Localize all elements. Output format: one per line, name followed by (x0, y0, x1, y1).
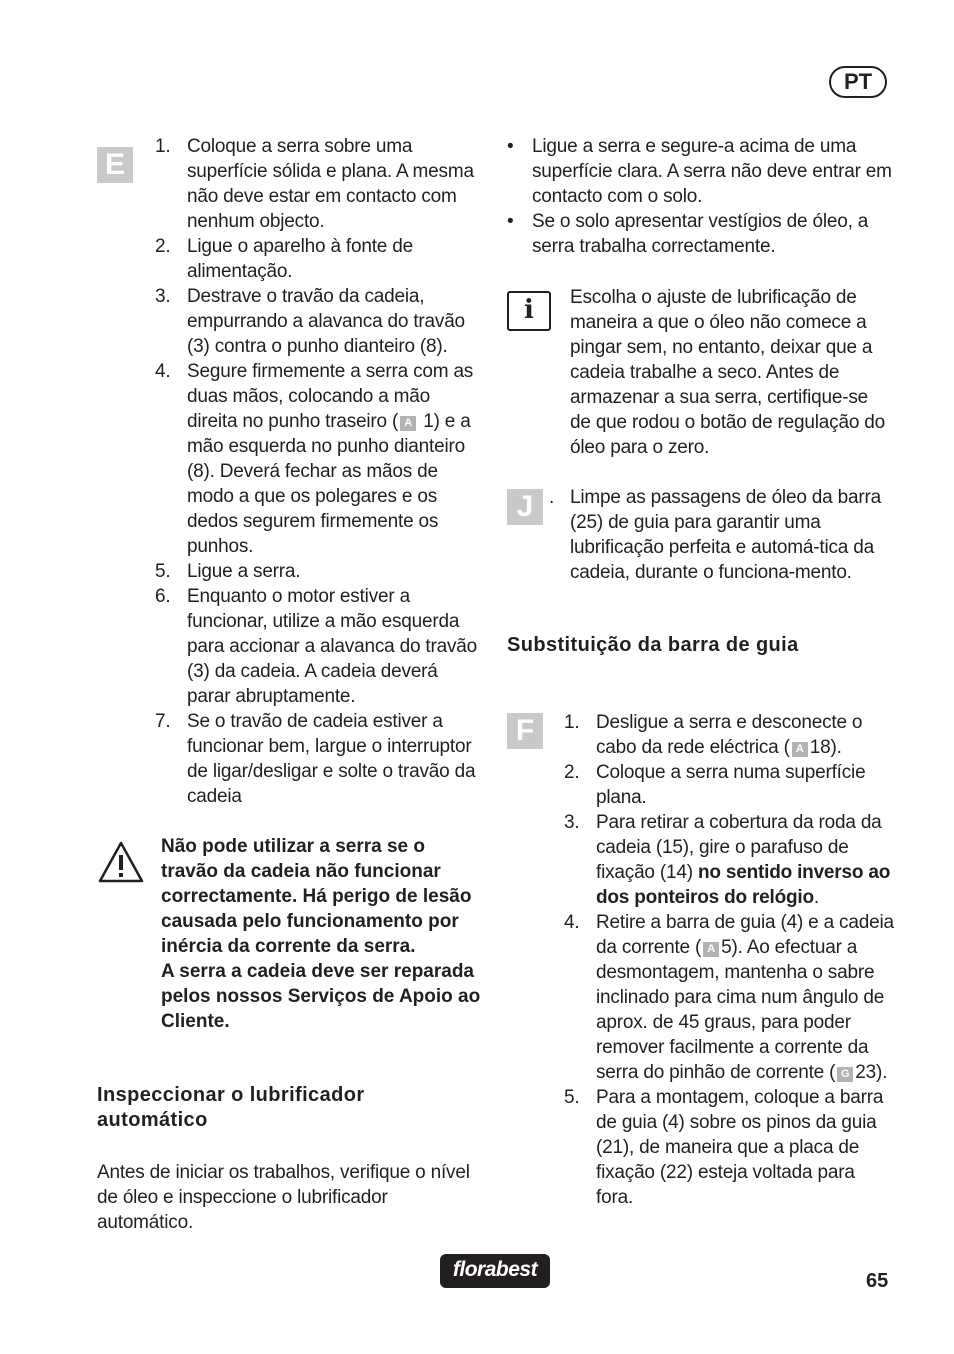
florabest-logo: florabest (440, 1254, 550, 1288)
step-number: 4. (155, 361, 171, 382)
list-item (564, 1085, 894, 1210)
list-item (155, 284, 485, 359)
step-text-part: 5). Ao efectuar a desmontagem, mantenha o sabre inclinado para cima num ângulo de aprox. de 45 graus, para poder remover facilmente a corrente da serra do pinhão de corrente ( (596, 937, 885, 1083)
figure-ref-badge: A (703, 942, 719, 957)
step-number: 1. (564, 712, 580, 733)
bullet-text: Se o solo apresentar vestígios de óleo, a serra trabalha correctamente. (532, 211, 869, 257)
list-item (507, 134, 892, 209)
section-heading: Inspeccionar o lubrificador automático (97, 1084, 365, 1131)
step-text: Se o travão de cadeia estiver a funcionar bem, largue o interruptor de ligar/desligar e solte o travão da cadeia (187, 711, 476, 807)
step-number: 6. (155, 586, 171, 607)
step-number: 1. (155, 136, 171, 157)
list-item (155, 709, 485, 809)
list-item (564, 910, 894, 1085)
step-text: Ligue o aparelho à fonte de alimentação. (187, 236, 413, 282)
list-item (155, 559, 485, 584)
step-text (596, 710, 894, 760)
warning-icon (97, 840, 145, 884)
step-text (596, 810, 894, 910)
figure-ref-badge: G (837, 1067, 853, 1082)
step-number: 3. (564, 812, 580, 833)
section-marker-f: F (507, 713, 543, 749)
step-text: Coloque a serra sobre uma superfície sólida e plana. A mesma não deve estar em contacto com nenhum objecto. (187, 136, 474, 232)
step-number: 2. (155, 236, 171, 257)
figure-ref-badge: A (400, 416, 416, 431)
step-text-bold: no sentido inverso ao dos ponteiros do relógio (596, 862, 891, 908)
step-text-part: Desligue a serra e desconecte o cabo da rede eléctrica ( (596, 712, 863, 758)
step-text: Para a montagem, coloque a barra de guia (4) sobre os pinos da guia (21), de maneira que a placa de fixação (22) esteja voltada para fora. (596, 1087, 884, 1208)
j-text: Limpe as passagens de óleo da barra (25) de guia para garantir uma lubrificação perfeita e automá-tica da cadeia, durante o funciona-mento. (570, 487, 881, 583)
step-text-part: . (813, 887, 820, 908)
bullet-text: Ligue a serra e segure-a acima de uma superfície clara. A serra não deve entrar em contacto com o solo. (532, 136, 892, 207)
warning-paragraph: A serra a cadeia deve ser reparada pelos nossos Serviços de Apoio ao Cliente. (161, 961, 481, 1032)
step-text-part: Para retirar a cobertura da roda da cadeia (15), gire o parafuso de fixação (14) (596, 812, 882, 883)
info-icon: i (507, 291, 551, 331)
language-badge: PT (829, 66, 887, 98)
section-marker-e: E (97, 147, 133, 183)
step-number: 5. (155, 561, 171, 582)
step-text-part: 23). (855, 1062, 888, 1083)
figure-ref-badge: A (792, 742, 808, 757)
j-dot: . (549, 487, 555, 508)
step-number: 2. (564, 762, 580, 783)
step-text (187, 359, 485, 559)
bullet-symbol: • (507, 136, 514, 157)
page-number: 65 (866, 1270, 889, 1292)
brake-test-steps (155, 134, 485, 809)
list-item (155, 234, 485, 284)
info-text: Escolha o ajuste de lubrificação de maneira a que o óleo não comece a pingar sem, no entanto, deixar que a cadeia trabalhe a seco. Antes de armazenar a sua serra, certifique-se de que rodou o botão de regulação do óleo para o zero. (570, 287, 886, 458)
step-text-part: Segure firmemente a serra com as duas mãos, colocando a mão direita no punho traseiro ( (187, 361, 474, 432)
step-text: Ligue a serra. (187, 561, 301, 582)
list-item (155, 584, 485, 709)
step-text: Enquanto o motor estiver a funcionar, utilize a mão esquerda para accionar a alavanca do travão (3) da cadeia. A cadeia deverá parar abruptamente. (187, 586, 478, 707)
step-number: 3. (155, 286, 171, 307)
list-item (155, 359, 485, 559)
step-text-part: Retire a barra de guia (4) e a cadeia da corrente ( (596, 912, 894, 958)
list-item (507, 209, 892, 259)
list-item (564, 760, 894, 810)
list-item (564, 810, 894, 910)
step-text-part: 1) e a mão esquerda no punho dianteiro (8). Deverá fechar as mãos de modo a que os polegares e os dedos segurem firmemente os punhos. (187, 411, 471, 557)
guide-bar-steps (564, 710, 894, 1210)
check-bullets (507, 134, 892, 259)
step-number: 4. (564, 912, 580, 933)
section-heading: Substituição da barra de guia (507, 634, 799, 656)
body-paragraph: Antes de iniciar os trabalhos, verifique o nível de óleo e inspeccione o lubrificador automático. (97, 1162, 470, 1233)
step-text: Destrave o travão da cadeia, empurrando a alavanca do travão (3) contra o punho dianteiro (8). (187, 286, 465, 357)
list-item (155, 134, 485, 234)
list-item (564, 710, 894, 760)
step-text (596, 910, 894, 1085)
step-number: 7. (155, 711, 171, 732)
step-text: Coloque a serra numa superfície plana. (596, 762, 866, 808)
warning-text (161, 834, 481, 1034)
section-marker-j: J (507, 489, 543, 525)
warning-paragraph: Não pode utilizar a serra se o travão da cadeia não funcionar correctamente. Há perigo de lesão causada pelo funcionamento por inércia da corrente da serra. (161, 836, 472, 957)
step-text-part: 18). (809, 737, 842, 758)
step-number: 5. (564, 1087, 580, 1108)
bullet-symbol: • (507, 211, 514, 232)
